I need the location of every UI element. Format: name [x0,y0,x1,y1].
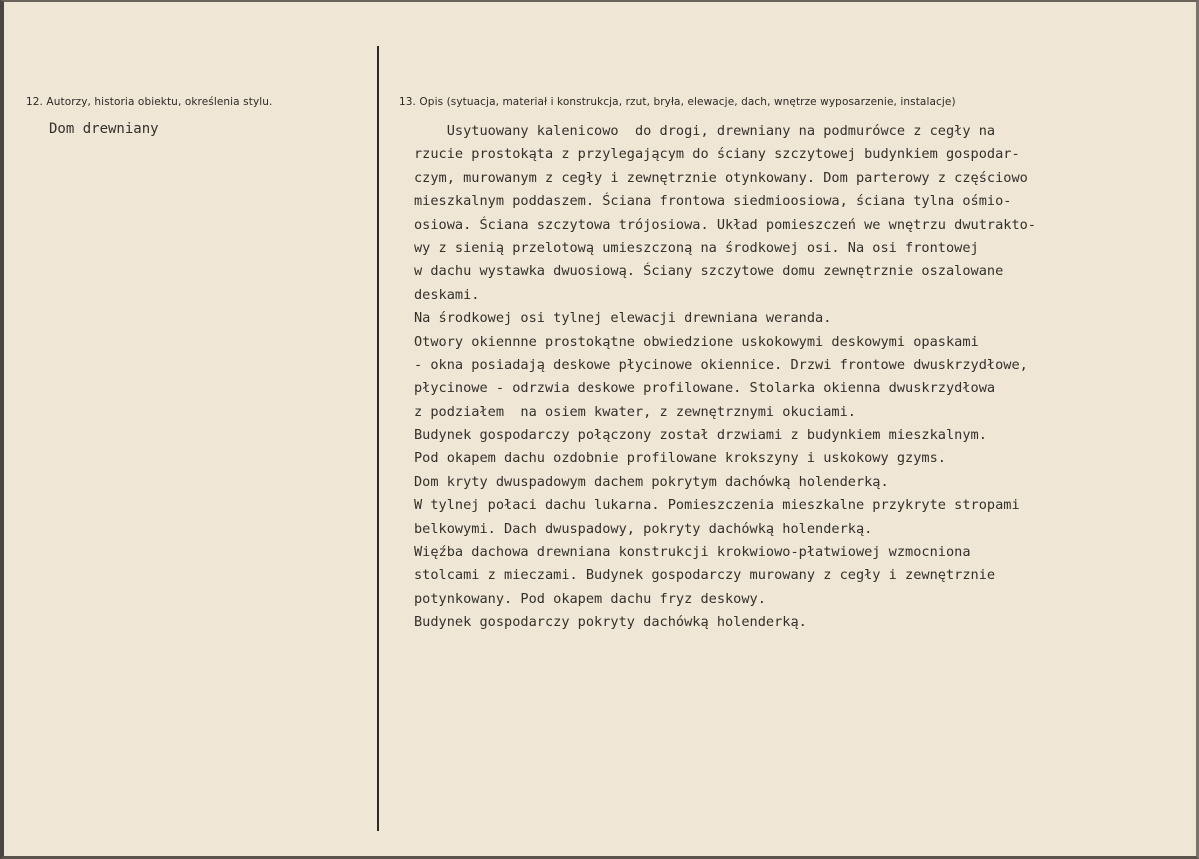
section-13-label: 13. Opis (sytuacja, materiał i konstrukcja, rzut, bryła, elewacje, dach, wnętrze wyposarzenie, instalacje) [399,96,956,108]
description-line: płycinowe - odrzwia deskowe profilowane. Stolarka okienna dwuskrzydłowa [414,380,996,397]
description-line: z podziałem na osiem kwater, z zewnętrznymi okuciami. [414,403,856,420]
description-line: Więźba dachowa drewniana konstrukcji krokwiowo-płatwiowej wzmocniona [414,544,971,561]
description-line: Na środkowej osi tylnej elewacji drewniana weranda. [414,310,832,327]
description-line: Pod okapem dachu ozdobnie profilowane krokszyny i uskokowy gzyms. [414,450,946,467]
description-line: Usytuowany kalenicowo do drogi, drewniany na podmurówce z cegły na [414,123,996,139]
description-line: Otwory okiennne prostokątne obwiedzione uskokowymi deskowymi opaskami [414,333,979,350]
description-line: - okna posiadają deskowe płycinowe okiennice. Drzwi frontowe dwuskrzydłowe, [414,356,1028,373]
description-line: osiowa. Ściana szczytowa trójosiowa. Układ pomieszczeń we wnętrzu dwutrakto- [414,216,1036,233]
description-line: potynkowany. Pod okapem dachu fryz deskowy. [414,590,766,607]
section-12-label: 12. Autorzy, historia obiektu, określenia stylu. [26,96,273,108]
description-line: stolcami z mieczami. Budynek gospodarczy murowany z cegły i zewnętrznie [414,567,996,584]
description-line: Budynek gospodarczy połączony został drzwiami z budynkiem mieszkalnym. [414,427,987,444]
description-line: czym, murowanym z cegły i zewnętrznie otynkowany. Dom parterowy z częściowo [414,169,1028,186]
description-line: belkowymi. Dach dwuspadowy, pokryty dachówką holenderką. [414,520,873,537]
description-line: W tylnej połaci dachu lukarna. Pomieszczenia mieszkalne przykryte stropami [414,497,1020,514]
description-line: w dachu wystawka dwuosiową. Ściany szczytowe domu zewnętrznie oszalowane [414,263,1004,280]
description-line: wy z sienią przelotową umieszczoną na środkowej osi. Na osi frontowej [414,239,979,256]
description-text [414,120,1036,635]
description-line: deskami. [414,286,480,303]
description-line: rzucie prostokąta z przylegającym do ściany szczytowej budynkiem gospodar- [414,146,1020,163]
description-line: Dom kryty dwuspadowym dachem pokrytym dachówką holenderką. [414,473,889,490]
column-divider [377,46,379,831]
section-12-text: Dom drewniany [49,121,159,137]
description-line: mieszkalnym poddaszem. Ściana frontowa siedmioosiowa, ściana tylna ośmio- [414,193,1012,210]
description-line: Budynek gospodarczy pokryty dachówką holenderką. [414,614,807,631]
